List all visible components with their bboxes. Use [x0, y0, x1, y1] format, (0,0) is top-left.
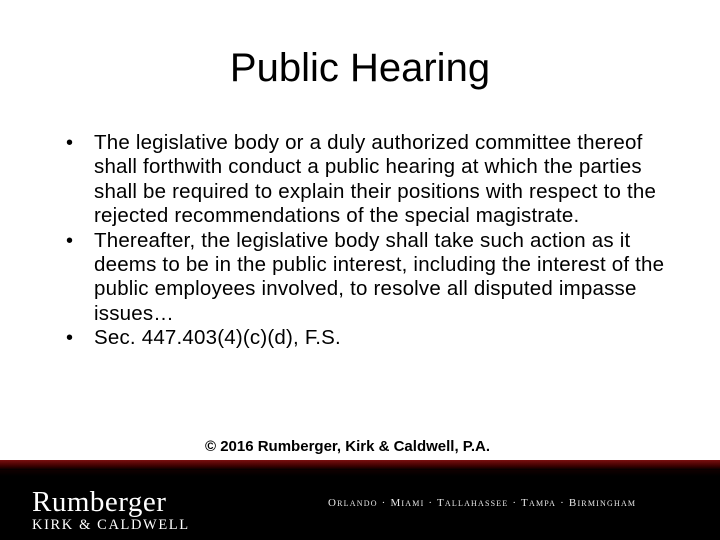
bullet-list [66, 131, 676, 351]
slide-title: Public Hearing [229, 46, 491, 90]
bullet-marker: • [66, 229, 74, 252]
copyright-notice: © 2016 Rumberger, Kirk & Caldwell, P.A. [204, 438, 491, 455]
footer-accent-rule [0, 460, 720, 470]
bullet-item [66, 131, 676, 229]
office-locations: Orlando · Miami · Tallahassee · Tampa · Birmingham [328, 497, 637, 509]
bullet-marker: • [66, 132, 74, 154]
footer-bar [0, 460, 720, 540]
bullet-item [66, 326, 676, 350]
bullet-item [66, 229, 676, 327]
logo-wordmark: Rumberger [32, 486, 167, 518]
logo-subtitle: KIRK & CALDWELL [32, 517, 190, 533]
bullet-text: Thereafter, the legislative body shall take such action as it deems to be in the public interest, including the interest of the public employees involved, to resolve all disputed impasse issues… [94, 228, 665, 325]
bullet-text: The legislative body or a duly authorized committee thereof shall forthwith conduct a public hearing at which the parties shall be required to explain their positions with respect to the rejected recommendations of the special magistrate. [94, 131, 657, 228]
firm-logo [32, 488, 190, 534]
bullet-marker: • [66, 327, 74, 350]
bullet-text: Sec. 447.403(4)(c)(d), F.S. [94, 326, 341, 350]
